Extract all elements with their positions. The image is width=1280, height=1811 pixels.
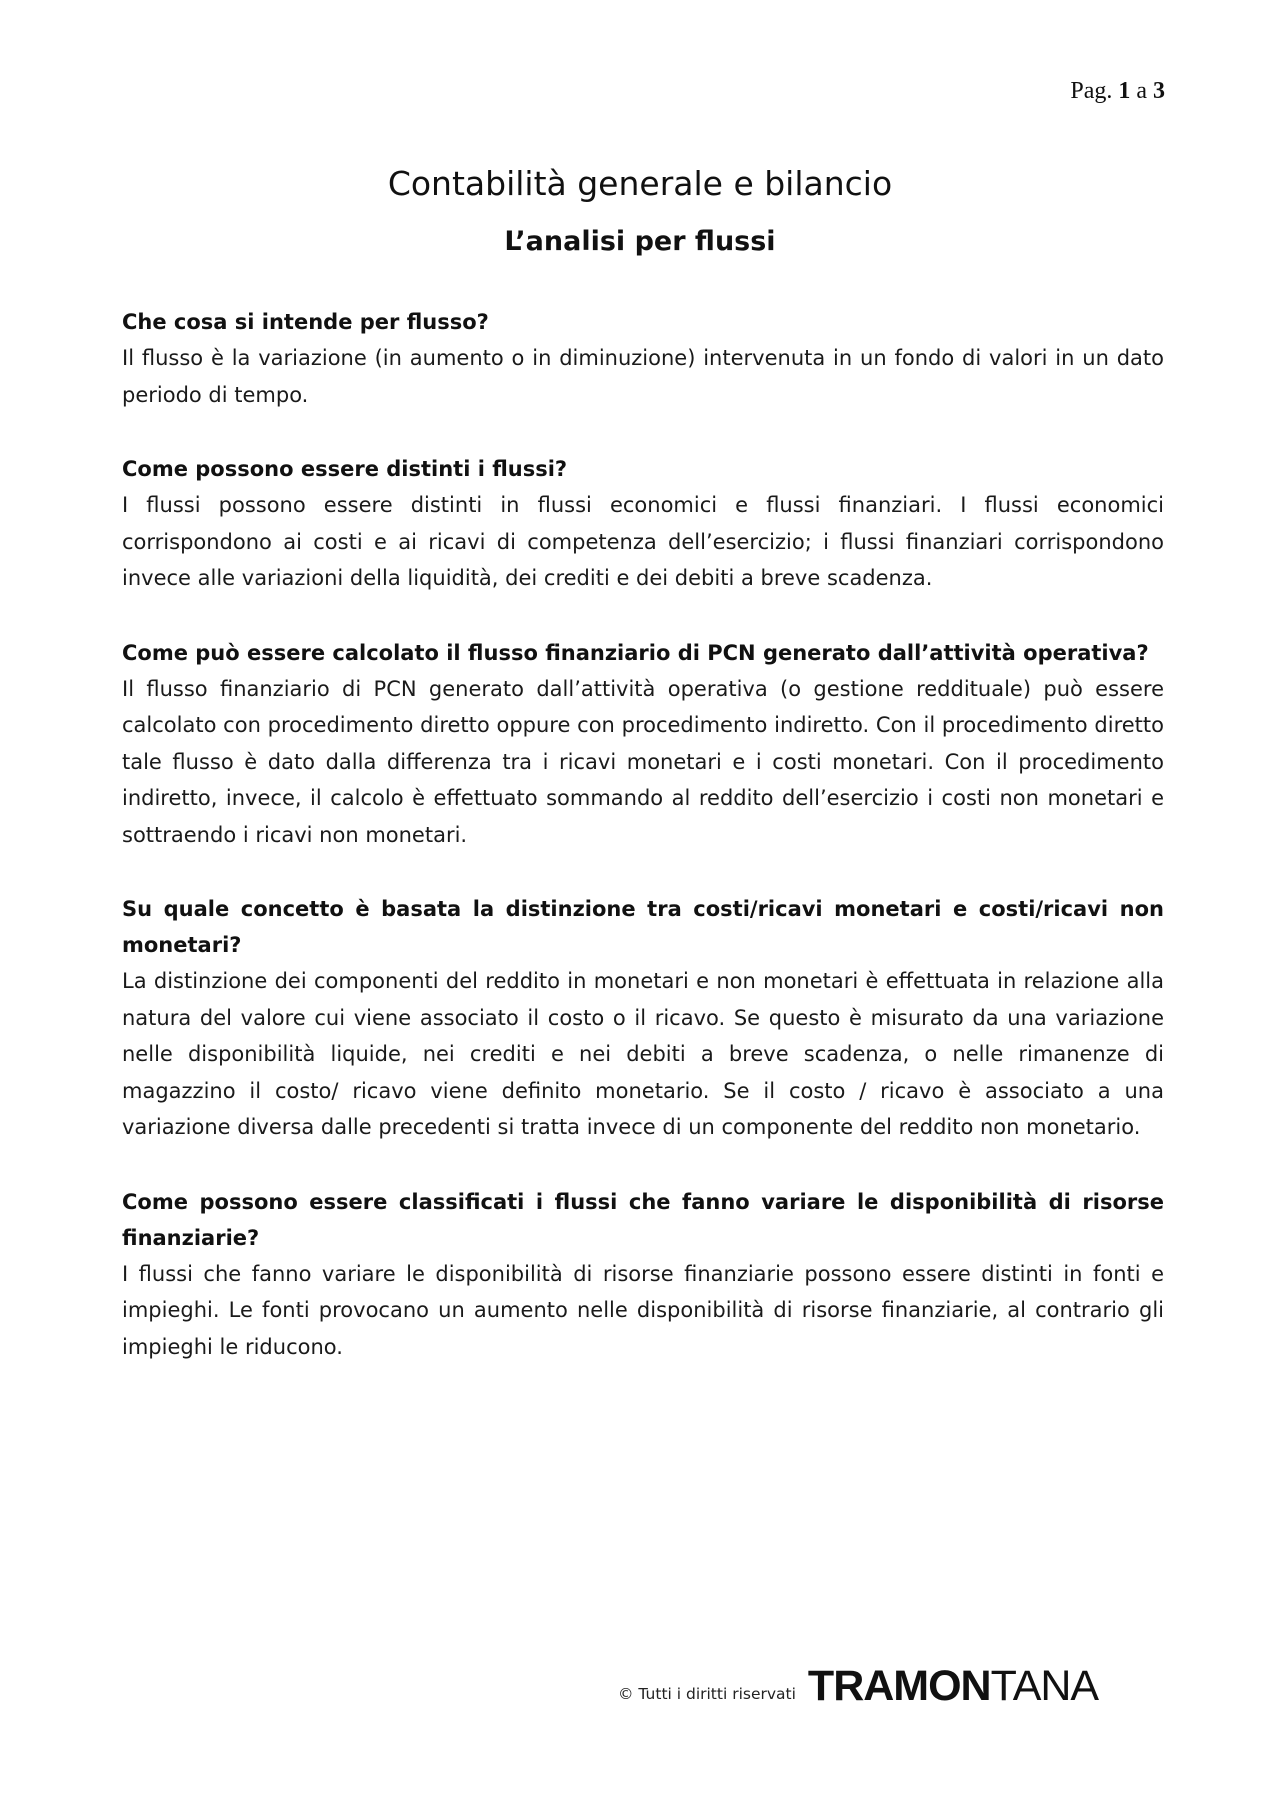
qa-section <box>122 635 1164 854</box>
publisher-logo <box>807 1662 1099 1710</box>
answer: I flussi che fanno variare le disponibilità di risorse finanziarie possono essere distinti in fonti e impieghi. Le fonti provocano un aumento nelle disponibilità di risorse finanziarie, al contrario gli impieghi le riducono. <box>122 1261 1164 1359</box>
question: Come possono essere distinti i flussi? <box>122 457 568 481</box>
answer: I flussi possono essere distinti in flussi economici e flussi finanziari. I flussi economici corrispondono ai costi e ai ricavi di competenza dell’esercizio; i flussi finanziari corrispondono invece alle variazioni della liquidità, dei crediti e dei debiti a breve scadenza. <box>122 493 1164 590</box>
question: Su quale concetto è basata la distinzione tra costi/ricavi monetari e costi/ricavi non monetari? <box>122 897 1164 957</box>
question: Come può essere calcolato il flusso finanziario di PCN generato dall’attività operativa? <box>122 640 1149 665</box>
page-number <box>1070 78 1165 105</box>
page-separator: a <box>1136 78 1147 104</box>
document-title: Contabilità generale e bilancio <box>387 164 893 203</box>
page-label: Pag. <box>1070 78 1113 104</box>
qa-section <box>122 891 1164 1146</box>
logo-light-part: TANA <box>990 1662 1099 1710</box>
qa-section <box>122 451 1164 597</box>
question: Che cosa si intende per flusso? <box>122 310 489 334</box>
qa-section <box>122 304 1164 413</box>
answer: La distinzione dei componenti del reddito in monetari e non monetari è effettuata in relazione alla natura del valore cui viene associato il costo o il ricavo. Se questo è misurato da una variazione nelle disponibilità liquide, nei crediti e nei debiti a breve scadenza, o nelle rimanenze di magazzino il costo/ ricavo viene definito monetario. Se il costo / ricavo è associato a una variazione diversa dalle precedenti si tratta invece di un componente del reddito non monetario. <box>122 969 1164 1139</box>
copyright-notice: © Tutti i diritti riservati <box>618 1684 796 1703</box>
document-subtitle: L’analisi per flussi <box>504 226 776 257</box>
answer: Il flusso è la variazione (in aumento o in diminuzione) intervenuta in un fondo di valori in un dato periodo di tempo. <box>122 346 1164 407</box>
footer <box>618 1662 1099 1710</box>
question: Come possono essere classificati i flussi che fanno variare le disponibilità di risorse finanziarie? <box>122 1189 1164 1250</box>
page-current: 1 <box>1118 78 1131 104</box>
logo-bold-part: TRAMON <box>807 1662 991 1710</box>
qa-section <box>122 1184 1164 1366</box>
page-total: 3 <box>1153 78 1165 104</box>
answer: Il flusso finanziario di PCN generato dall’attività operativa (o gestione reddituale) può essere calcolato con procedimento diretto oppure con procedimento indiretto. Con il procedimento diretto tale flusso è dato dalla differenza tra i ricavi monetari e i costi monetari. Con il procedimento indiretto, invece, il calcolo è effettuato sommando al reddito dell’esercizio i costi non monetari e sottraendo i ricavi non monetari. <box>122 676 1164 847</box>
document-body <box>122 304 1164 1403</box>
